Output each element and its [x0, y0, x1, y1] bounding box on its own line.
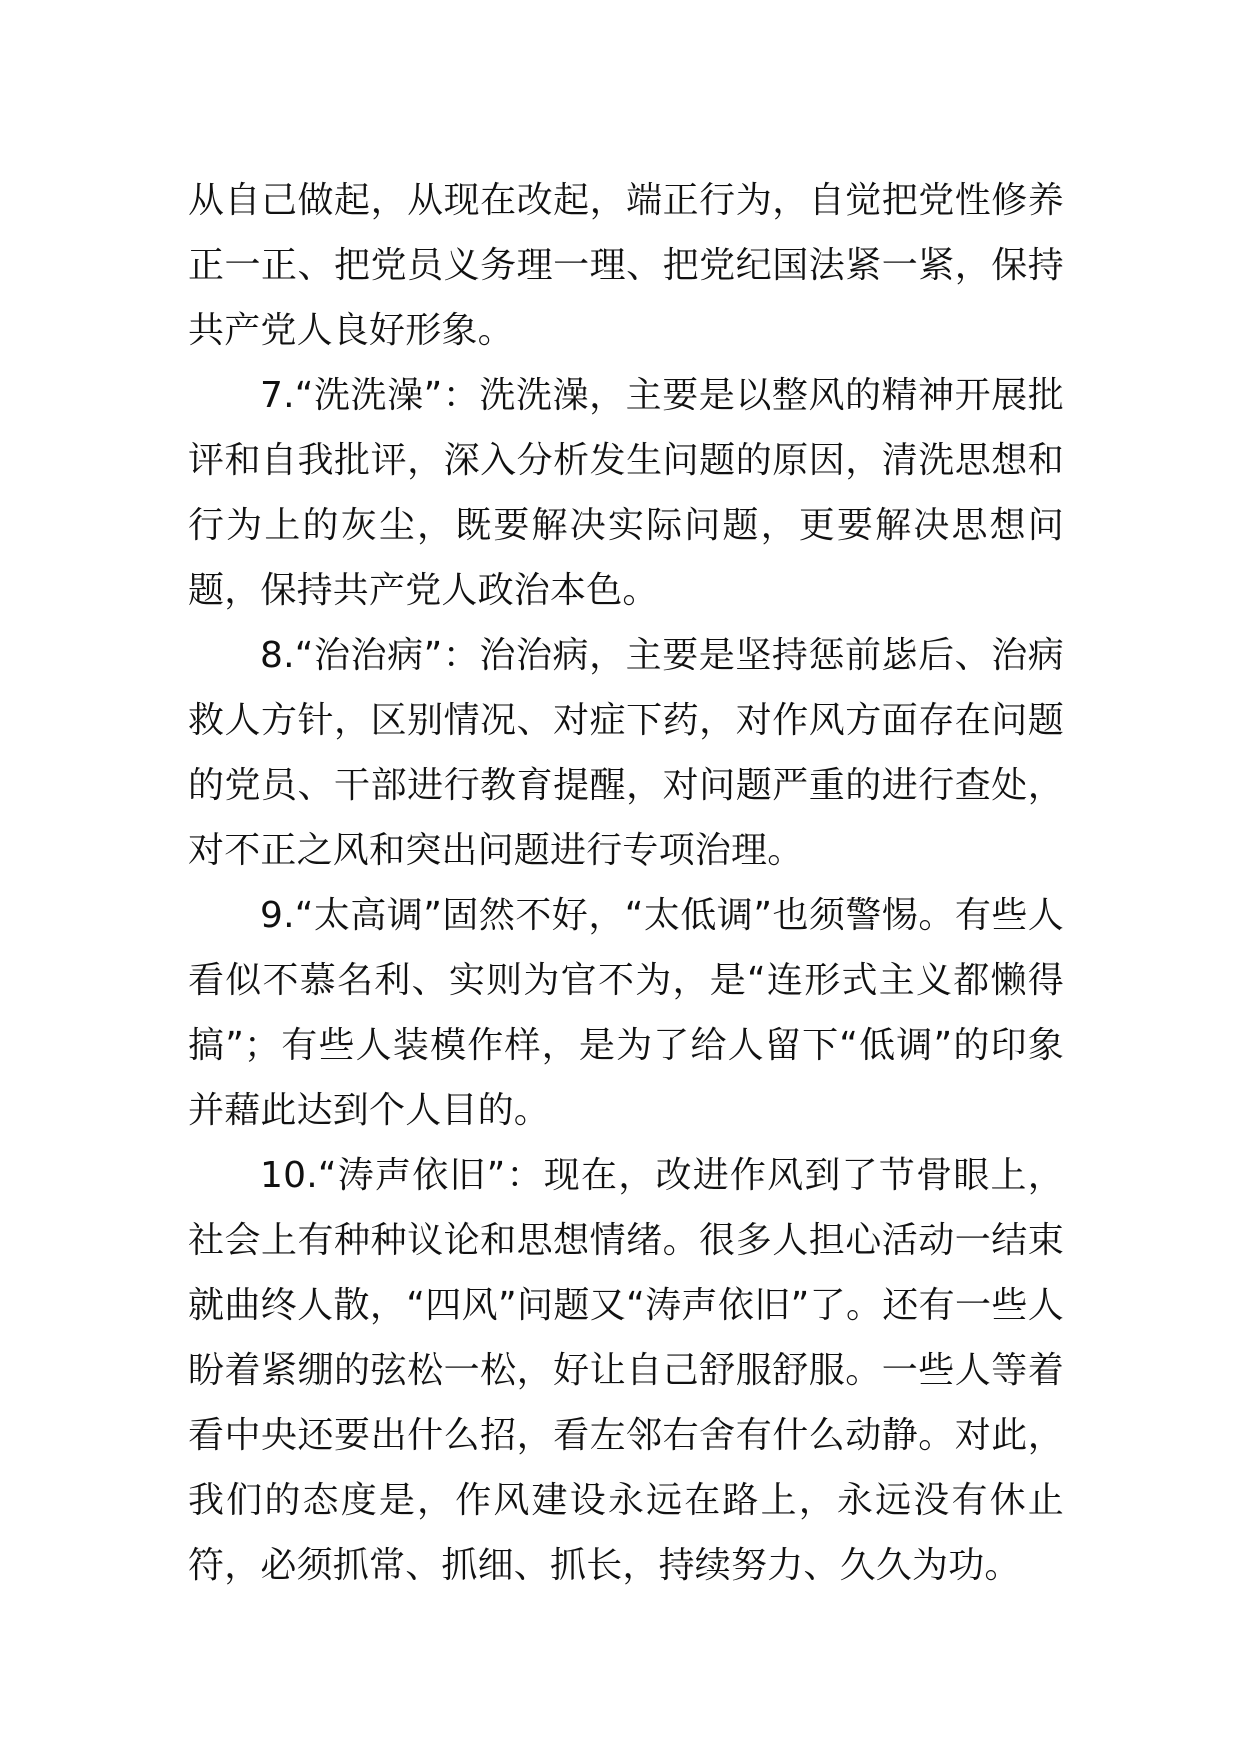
document-body	[188, 168, 1064, 1598]
paragraph-item-10: 10.“涛声依旧”：现在，改进作风到了节骨眼上，社会上有种种议论和思想情绪。很多人担心活动一结束就曲终人散，“四风”问题又“涛声依旧”了。还有一些人盼着紧绷的弦松一松，好让自己舒服舒服。一些人等着看中央还要出什么招，看左邻右舍有什么动静。对此，我们的态度是，作风建设永远在路上，永远没有休止符，必须抓常、抓细、抓长，持续努力、久久为功。	[188, 1155, 1064, 1586]
paragraph-continuation: 从自己做起，从现在改起，端正行为，自觉把党性修养正一正、把党员义务理一理、把党纪国法紧一紧，保持共产党人良好形象。	[188, 180, 1064, 351]
paragraph-item-7: 7.“洗洗澡”：洗洗澡，主要是以整风的精神开展批评和自我批评，深入分析发生问题的原因，清洗思想和行为上的灰尘，既要解决实际问题，更要解决思想问题，保持共产党人政治本色。	[188, 375, 1064, 611]
paragraph-item-8: 8.“治治病”：治治病，主要是坚持惩前毖后、治病救人方针，区别情况、对症下药，对作风方面存在问题的党员、干部进行教育提醒，对问题严重的进行查处，对不正之风和突出问题进行专项治理。	[188, 635, 1064, 871]
paragraph-item-9: 9.“太高调”固然不好，“太低调”也须警惕。有些人看似不慕名利、实则为官不为，是“连形式主义都懒得搞”；有些人装模作样，是为了给人留下“低调”的印象并藉此达到个人目的。	[188, 895, 1064, 1131]
